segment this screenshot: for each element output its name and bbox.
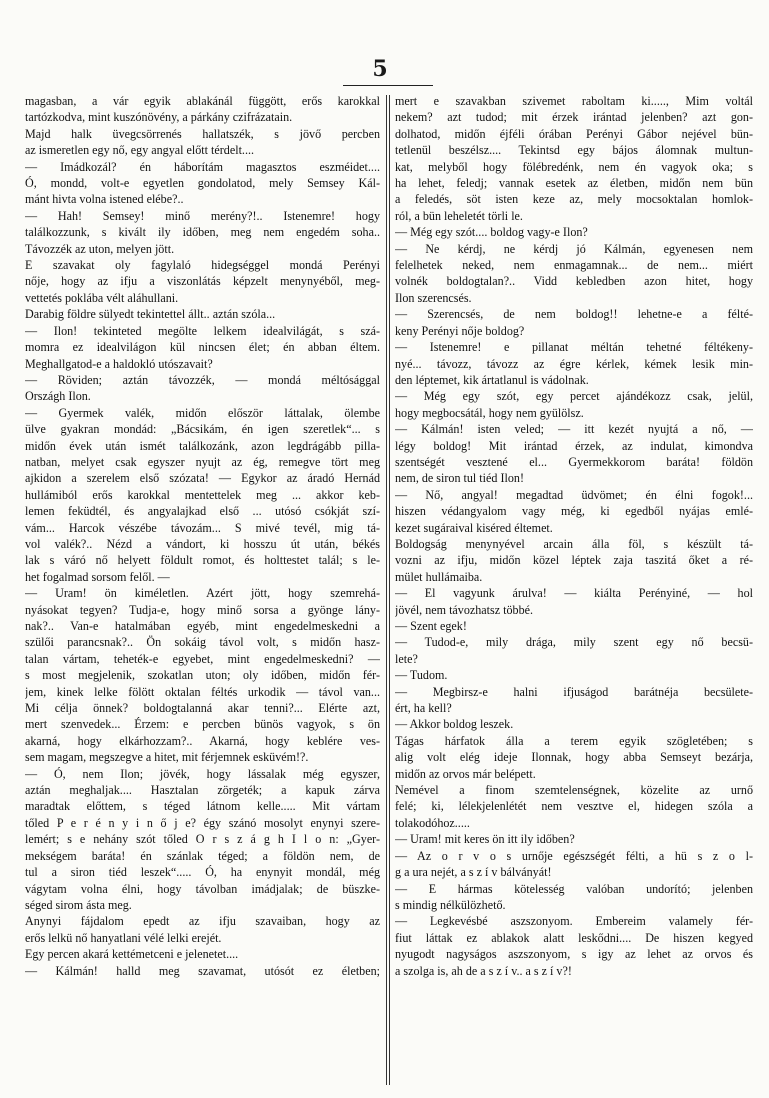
text-line: — Röviden; aztán távozzék, — mondá méltósággal — [25, 372, 380, 387]
text-line: het fogalmad sorsom felől. — — [25, 569, 170, 584]
text-line: momra ez idealvilágon kül nincsen élet; én abban éltem. — [25, 340, 380, 355]
text-line: Majd halk üvegcsörrenés hallatszék, s jövő percben — [25, 126, 380, 141]
text-line: tul a siron tiéd leszek“..... Ó, ha enynyit mondál, még — [25, 865, 380, 880]
text-line: — Megbirsz-e halni ifjuságod barátnéja becsülete- — [395, 684, 753, 699]
text-line: — Tudod-e, mily drága, mily szent egy nő becsü- — [395, 635, 753, 650]
text-line: nem, de siron tul tiéd Ilon! — [395, 471, 524, 486]
text-line: volnék boldogtalan?.. Vidd kebledben azon hitet, hogy — [395, 274, 753, 289]
header-rule — [343, 85, 433, 86]
text-line: ajkidon a szerelem első szózata! — Egykor az áradó Hernád — [25, 471, 380, 486]
text-line: hogy megbocsátál, hogy nem gyülölsz. — [395, 405, 584, 420]
text-line: nyugodt nagyságos aszszonyom, s igy az lehet az orvos és — [395, 947, 753, 962]
text-line: lak s váró nő helyett földult romot, és holttestet talál; s le- — [25, 553, 380, 568]
text-line: — Még egy szót, egy percet ajándékozz csak, jelül, — [395, 389, 753, 404]
text-line: magasban, a vár egyik ablakánál függött, erős karokkal — [25, 94, 380, 108]
text-line: mekségem barátа! én szánlak téged; a földön nem, de — [25, 848, 380, 863]
text-line: natban, melyet csak egyszer nyujt az ég, remegve tört meg — [25, 454, 380, 469]
text-line: maradtak előttem, s téged látnom kelle..... Mit vártam — [25, 799, 380, 814]
text-line: vágytam volna élni, hogy távolban imádjalak; de büszke- — [25, 881, 380, 896]
text-line: — Akkor boldog leszek. — [395, 717, 514, 732]
text-line: s mindig nélkülözhető. — [395, 897, 506, 912]
text-line: aztán meghaljak.... Hasztalan zörgeték; a kapuk zárva — [25, 783, 380, 798]
text-line: ról, a bün leheletét törli le. — [395, 208, 523, 223]
text-line: vozni az ifju, midőn közel léptek zaja taszitá őket a ré- — [395, 553, 753, 568]
column-divider-right — [389, 95, 390, 1085]
text-line: tetlenül beszélsz.... Tekintsd egy bájos álomnak multun- — [395, 143, 753, 158]
text-line: séged sirom ásta meg. — [25, 897, 132, 912]
text-line: — Szent egek! — [395, 619, 467, 633]
text-line: — Nő, angyal! megadtad üdvömet; én élni fogok!... — [395, 487, 753, 502]
text-line: — Imádkozál? én háborítám magasztos eszméidet.... — [25, 159, 380, 174]
text-line: Ó, mondd, volt-e egyetlen gondolatod, mely Semsey Kál- — [25, 176, 380, 191]
text-line: alig volt elég ideje Ilonnak, hogy abba Semseyt bezárja, — [395, 750, 753, 765]
text-line: — Istenemre! e pillanat méltán tehetné féltékeny- — [395, 340, 753, 355]
text-line: találkozzunk, s kivált ily időben, meg nem engedém soha.. — [25, 225, 380, 240]
text-line: Tágas hárfatok álla a terem egyik szögletében; s — [395, 733, 753, 748]
text-line: den léptemet, kik ártatlanul is vádolnak. — [395, 372, 589, 387]
text-line: lete? — [395, 651, 418, 666]
text-line: Országh Ilon. — [25, 389, 91, 404]
text-line: — Az o r v o s urnője egészségét félti, a hü s z o l- — [395, 848, 753, 863]
text-line: ülve gyakran mondád: „Bácsikám, én igen szeretlek“... s — [25, 422, 380, 437]
column-divider-left — [386, 95, 387, 1085]
text-line: jem, kinek lelke fölött oktalan féltés urkodik — távol van... — [25, 684, 380, 699]
text-line: az ismeretlen egy nő, egy angyal előtt térdelt.... — [25, 143, 255, 158]
text-line: midőn az orvos már belépett. — [395, 766, 536, 781]
text-line: Nemével a finom szemtelenségnek, közelite az urnő — [395, 783, 753, 798]
text-line: nője, hogy az ifju a viszonlátás képzelt menynyéből, meg- — [25, 274, 380, 289]
text-line: ha lehet, feledj; vannak esetek az életben, midőn nem bün — [395, 176, 753, 191]
text-line: Mi célja önnek? boldogtalanná akar tenni?... Elérte azt, — [25, 701, 380, 716]
text-line: — El vagyunk árulva! — kiálta Perényiné, — hol — [395, 586, 753, 601]
text-line: Ilon szerencsés. — [395, 290, 472, 305]
text-line: — Uram! mit keres ön itt ily időben? — [395, 832, 575, 847]
left-column — [25, 93, 380, 979]
text-line: E szavakat oly fagylaló hidegséggel mondá Perényi — [25, 258, 380, 273]
text-line: midőn évek után ismét találkozánk, azon legdrágább pilla- — [25, 438, 380, 453]
page-number: 5 — [372, 56, 388, 82]
text-line: — Ne kérdj, ne kérdj jó Kálmán, egyenesen nem — [395, 241, 753, 256]
text-line: mület hullámaiba. — [395, 569, 483, 584]
text-line: — E hármas kötelesség valóban undorító; jelenben — [395, 881, 753, 896]
text-line: Meghallgatod-e a haldokló utószavait? — [25, 356, 213, 371]
text-line: akarná, hogy elkárhozzam?.. Akarná, hogy keblére ves- — [25, 733, 380, 748]
text-line: talan vártam, teheték-e egyebet, mint engedelmeskedni? — — [25, 651, 380, 666]
text-line: kezet sugáraival kiséred éltemet. — [395, 520, 553, 535]
text-line: nyé... távozz, távozz az égre kérlek, kémek lesik min- — [395, 356, 753, 371]
text-line: tőled P e r é n y i n ő j e? égy szánó mosolyt enynyi szere- — [25, 815, 380, 830]
text-line: Boldogság menynyével arcain álla föl, s készült tá- — [395, 536, 753, 551]
text-line: a szolga is, ah de a s z í v.. a s z í v?! — [395, 963, 572, 978]
text-line: nekem? azt tudod; mit érzek irántad jelenben? azt gon- — [395, 110, 753, 125]
text-line: erős lelkü nő hanyatlani vélé lelki erejét. — [25, 930, 222, 945]
text-line: fiut láttak ez ablakok alatt leskődni.... De hiszen kegyed — [395, 930, 753, 945]
right-column — [395, 93, 753, 979]
text-line: mert szenvedek... Érzem: e percben bünös vagyok, s ön — [25, 717, 380, 732]
text-line: — Tudom. — [395, 668, 448, 683]
text-line: a feledés, söt isten keze az, mely mocsoktalan homlok- — [395, 192, 753, 207]
text-line: s most megjelenik, szokatlan uton; oly időben, midőn fér- — [25, 668, 380, 683]
text-line: vettetés poklába vélt aláhullani. — [25, 290, 179, 305]
text-line: sem magam, megszegve a hitet, mit férjemnek esküvém!?. — [25, 750, 309, 765]
text-line: Egy percen akará kettémetceni e jelenetet.... — [25, 947, 239, 962]
text-line: — Hah! Semsey! minő merény?!.. Istenemre! hogy — [25, 208, 380, 223]
text-line: jövél, nem távozhatsz többé. — [395, 602, 534, 617]
text-line: mánt hivta volna istened elébe?.. — [25, 192, 184, 207]
text-line: nak?.. Van-e hatalmában egyéb, mint engedelmeskedni a — [25, 619, 380, 633]
text-line: tartózkodva, mint kuszónövény, a párkány czifrázatain. — [25, 110, 293, 125]
text-line: — Kálmán! isten veled; — itt kezét nyujtá a nő, — — [395, 422, 753, 437]
text-line: szülői parancsnak?.. Ön sokáig távol volt, s midőn hasz- — [25, 635, 380, 650]
text-line: felé; ki, lélekjelenlétét nem vesztve el, hidegen szóla a — [395, 799, 753, 814]
text-line: lemért; s e nehány szót tőled O r s z á g h I l o n: „Gyer- — [25, 832, 380, 847]
text-line: dolhatod, midőn éjféli órában Perényi Gábor nejével bün- — [395, 126, 753, 141]
text-line: Anynyi fájdalom epedt az ifju szavaiban, hogy az — [25, 914, 380, 929]
text-line: — Ilon! tekinteted megölte lelkem idealvilágát, s szá- — [25, 323, 380, 338]
text-line: vám... Harcok vészébe távozám... S mivé tevél, mig tá- — [25, 520, 380, 535]
text-line: hiszen védangyalom vagy még, ki egedből nyájas emlé- — [395, 504, 753, 519]
text-line: — Legkevésbé aszszonyom. Embereim valamely fér- — [395, 914, 753, 929]
text-line: — Kálmán! halld meg szavamat, utósót ez életben; — [25, 963, 380, 978]
text-line: ért, ha kell? — [395, 701, 452, 716]
text-line: Darabig földre sülyedt tekintettel állt.. aztán szóla... — [25, 307, 276, 322]
text-line: g a ura nejét, a s z í v bálványát! — [395, 865, 552, 880]
text-line: mert e szavakban szivemet raboltam ki....., Mim voltál — [395, 94, 753, 108]
text-line: keny Perényi nője boldog? — [395, 323, 525, 338]
text-line: kat, melyből hogy fölébredénk, nem én vagyok oka; s — [395, 159, 753, 174]
text-line: — Gyermek valék, midőn először láttalak, ölembe — [25, 405, 380, 420]
text-line: tolakodóhoz..... — [395, 815, 470, 830]
text-line: — Még egy szót.... boldog vagy-e Ilon? — [395, 225, 588, 240]
text-line: lemen feküdtél, és angyalajkad első ... utósó csókját szí- — [25, 504, 380, 519]
text-line: — Szerencsés, de nem boldog!! lehetne-e a félté- — [395, 307, 753, 322]
text-line: légy boldog! Mit irántad érzek, az indulat, kimondva — [395, 438, 753, 453]
text-line: hullámiból erős karokkal mentettelek meg ... akkor keb- — [25, 487, 380, 502]
text-line: szentségét vesztené el... Gyermekkorom barátа! földön — [395, 454, 753, 469]
text-line: felelhetek neked, nem enmagamnak... de nem... miért — [395, 258, 753, 273]
text-line: Távozzék az uton, melyen jött. — [25, 241, 175, 256]
text-line: — Uram! ön kiméletlen. Azért jött, hogy szemrehá- — [25, 586, 380, 601]
text-line: — Ó, nem Ilon; jövék, hogy lássalak még egyszer, — [25, 766, 380, 781]
text-line: nyásokat tegyen? Tudja-e, hogy minő sorsa a gyönge lány- — [25, 602, 380, 617]
text-line: vol valék?.. Nézd a vándort, ki hosszu út után, békés — [25, 536, 380, 551]
